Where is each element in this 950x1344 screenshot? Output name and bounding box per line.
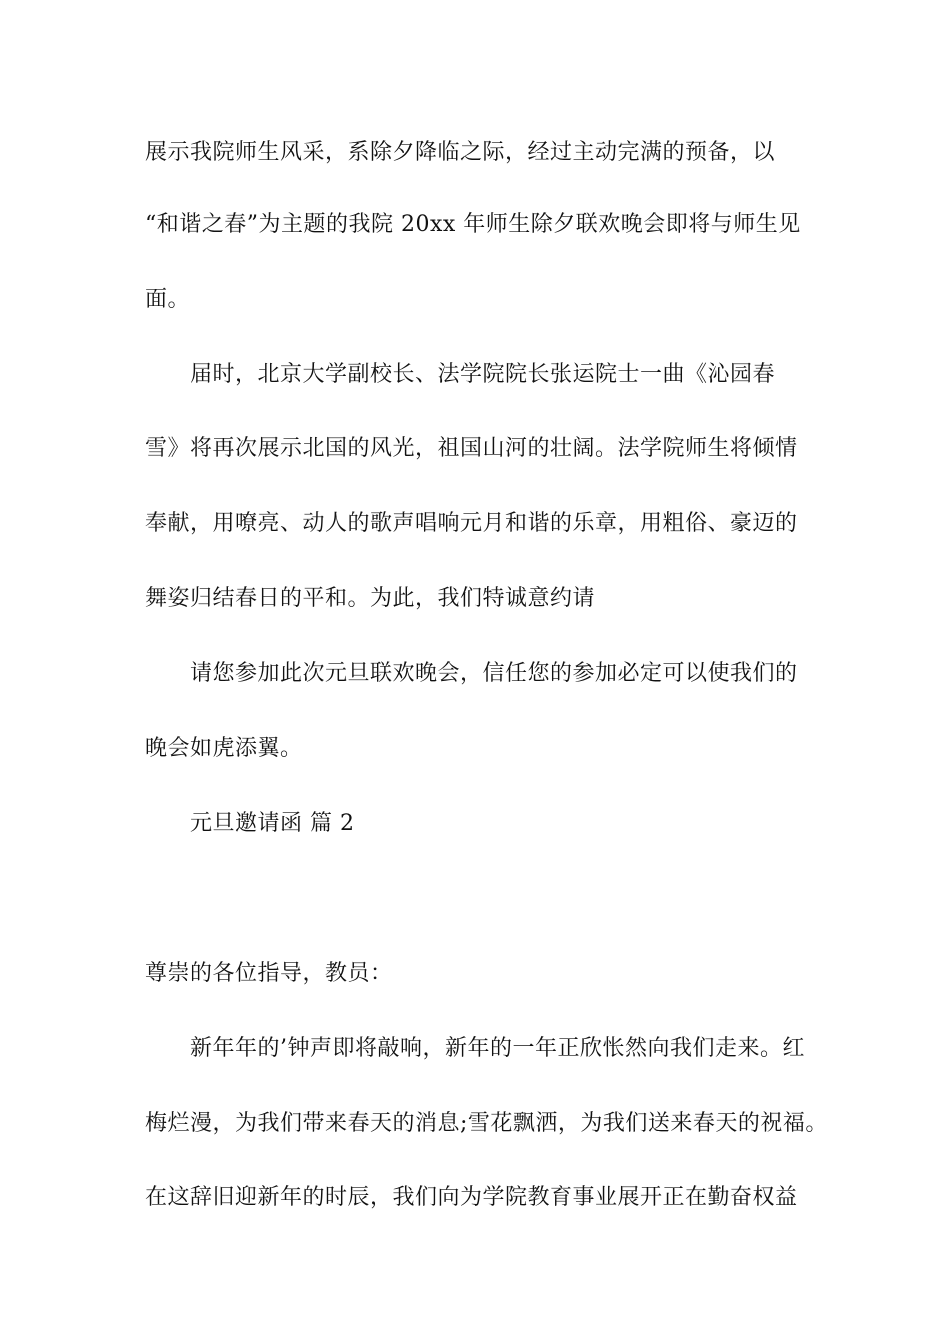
paragraph-line: 面。 [145, 287, 191, 312]
paragraph-line: 奉献，用嘹亮、动人的歌声唱响元月和谐的乐章，用粗俗、豪迈的 [145, 511, 798, 536]
section-heading: 元旦邀请函 篇 2 [190, 811, 355, 836]
paragraph-line: 新年年的’钟声即将敲响，新年的一年正欣怅然向我们走来。红 [190, 1036, 805, 1061]
paragraph-line: 雪》将再次展示北国的风光，祖国山河的壮阔。法学院师生将倾情 [145, 436, 798, 461]
paragraph-line: 展示我院师生风采，系除夕降临之际，经过主动完满的预备，以 [145, 140, 776, 165]
paragraph-line: 舞姿归结春日的平和。为此，我们特诚意约请 [145, 586, 596, 611]
paragraph-line: 晚会如虎添翼。 [145, 736, 303, 761]
paragraph-line: 梅烂漫，为我们带来春天的消息;雪花飘洒，为我们送来春天的祝福。 [145, 1111, 828, 1136]
paragraph-line: 请您参加此次元旦联欢晚会，信任您的参加必定可以使我们的 [190, 661, 798, 686]
paragraph-line: “和谐之春”为主题的我院 20xx 年师生除夕联欢晚会即将与师生见 [145, 212, 801, 237]
paragraph-line: 在这辞旧迎新年的时辰，我们向为学院教育事业展开正在勤奋权益 [145, 1185, 798, 1210]
salutation: 尊崇的各位指导，教员： [145, 961, 393, 986]
paragraph-line: 届时，北京大学副校长、法学院院长张运院士一曲《沁园春 [190, 362, 776, 387]
